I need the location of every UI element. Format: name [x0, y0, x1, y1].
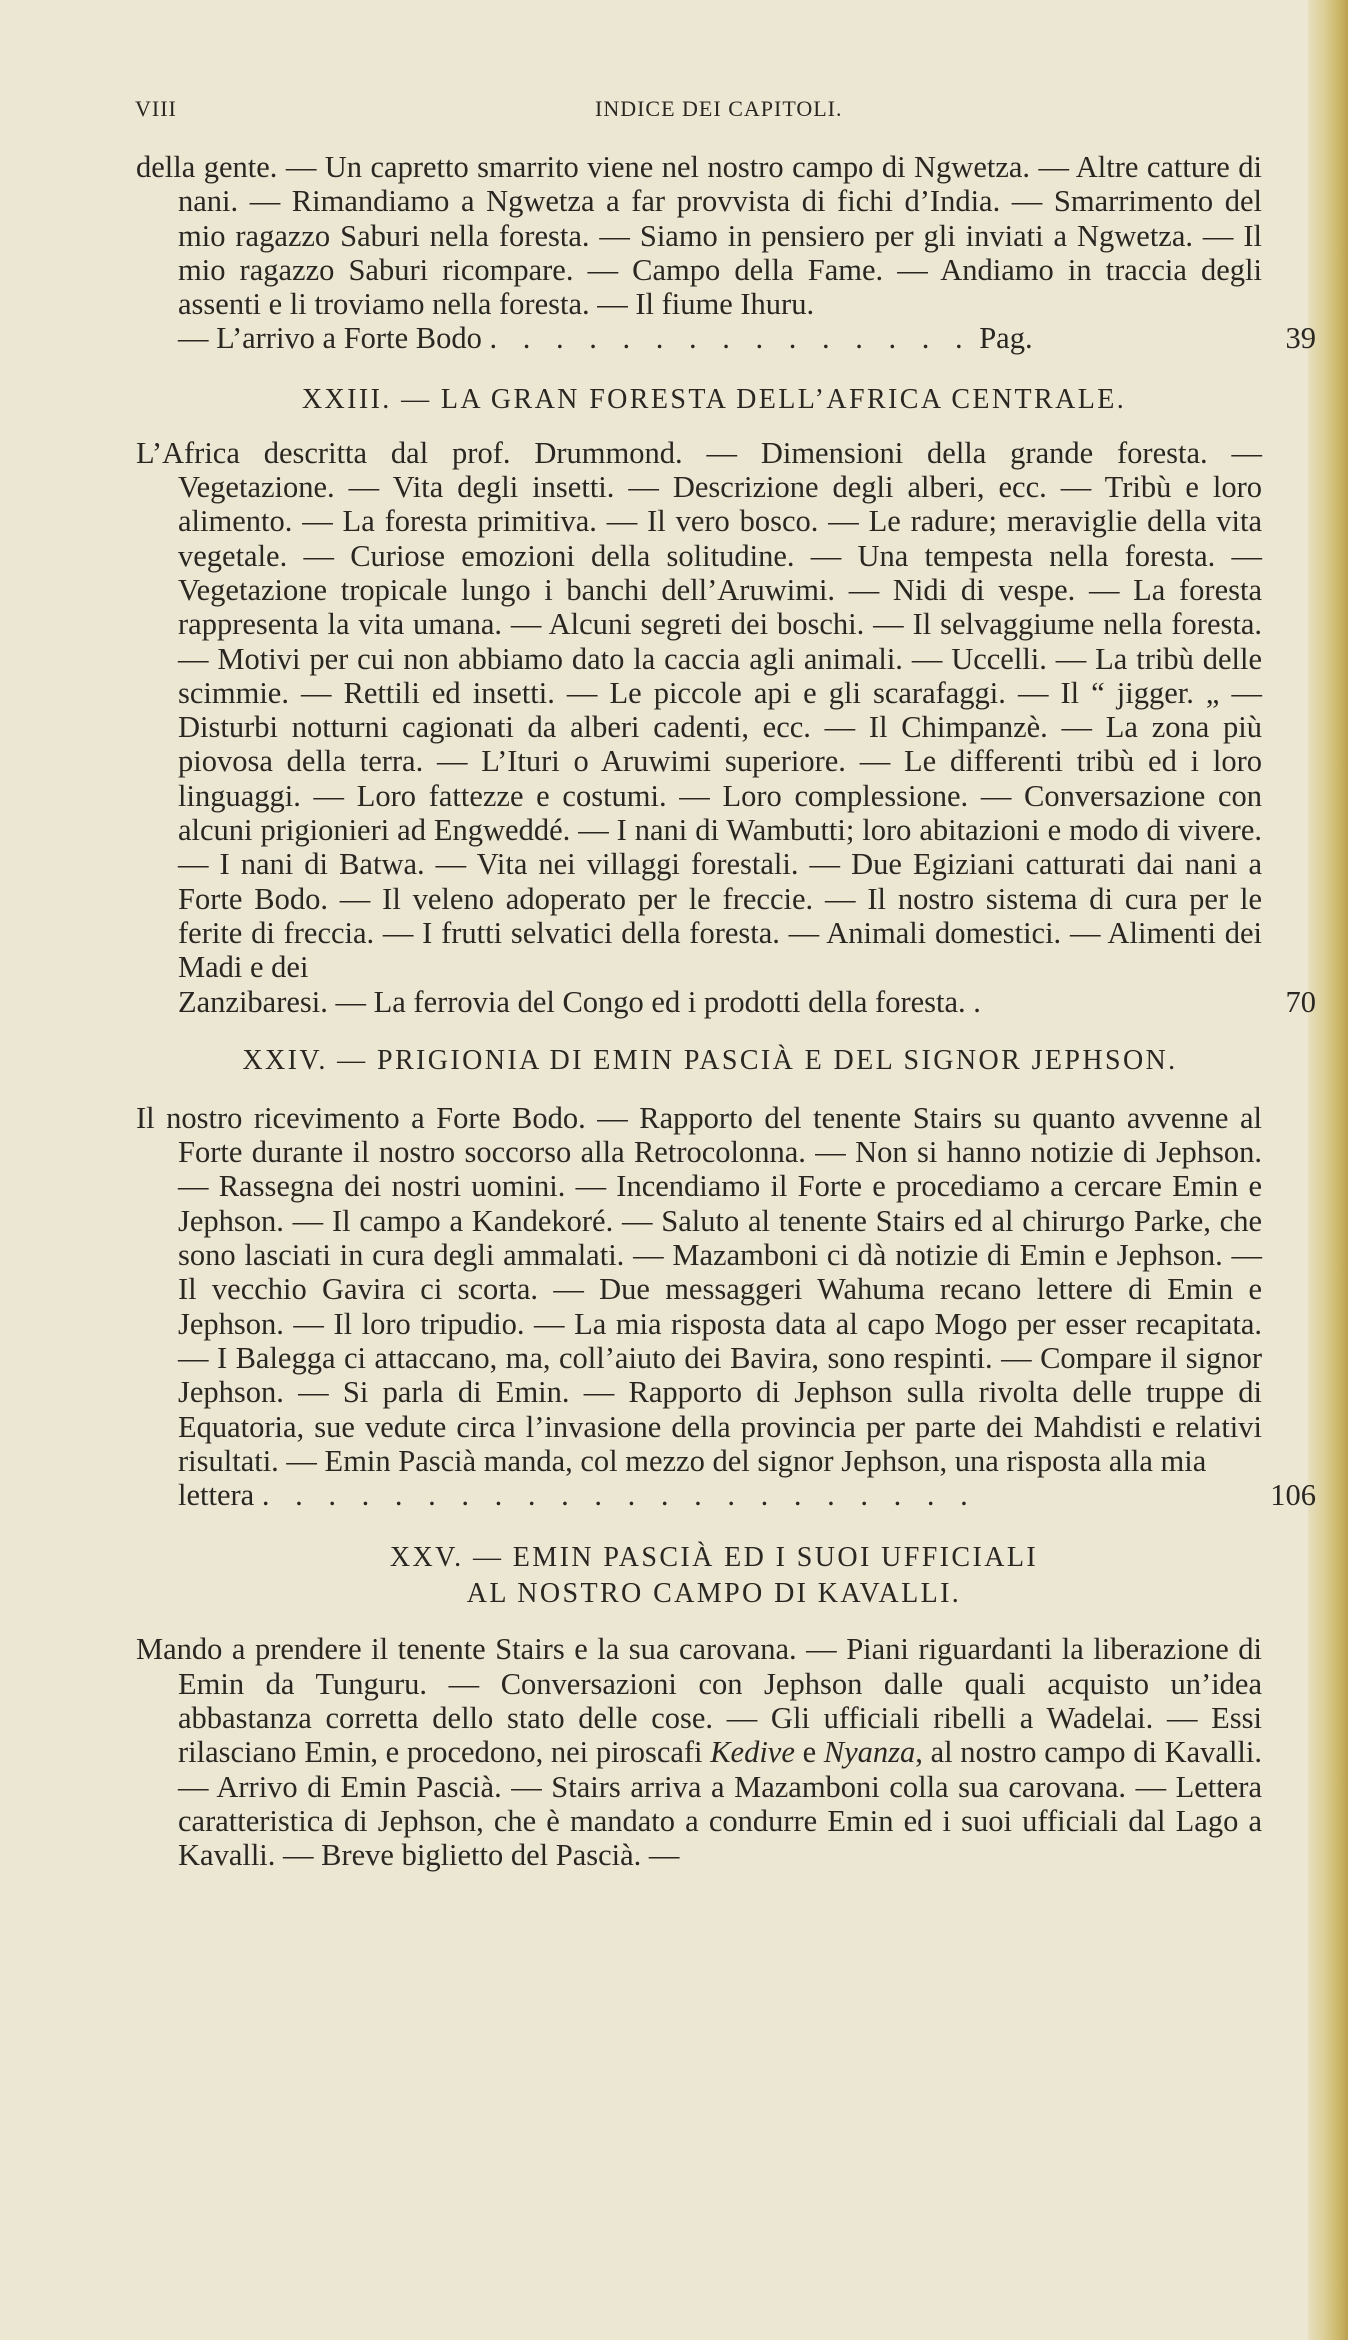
dot-leader: .	[973, 984, 990, 1019]
page-number: 106	[1270, 1478, 1316, 1513]
dot-leader: . . . . . . . . . . . . . . . . . . . . . .	[261, 1478, 977, 1513]
entry-text-conj: e	[794, 1735, 824, 1770]
entry-text: Mando a prendere il tenente Stairs e la sua carovana. — Piani riguardanti la liberazione di Emin da Tunguru. — Conversazioni con Jephson dalle quali acquisto un’idea abbastanza corretta dello stato delle cose. — Gli ufficiali ribelli a Wadelai. — Essi rilasciano Emin, e procedono, nei piroscafi	[136, 1632, 1262, 1770]
entry-text: L’Africa descritta dal prof. Drummond. — Dimensioni della grande foresta. — Vegetazione. — Vita degli insetti. — Descrizione degli alberi, ecc. — Tribù e loro alimento. — La foresta primitiva. — Il vero bosco. — Le radure; meraviglie della vita vegetale. — Curiose emozioni della solitudine. — Una tempesta nella foresta. — Vegetazione tropicale lungo i banchi dell’Aruwimi. — Nidi di vespe. — La foresta rappresenta la vita umana. — Alcuni segreti dei boschi. — Il selvaggiume nella foresta. — Motivi per cui non abbiamo dato la caccia agli animali. — Uccelli. — La tribù delle scimmie. — Rettili ed insetti. — Le piccole api e gli scarafaggi. — Il “ jigger. „ — Disturbi notturni cagionati da alberi cadenti, ecc. — Il Chimpanzè. — La zona più piovosa della terra. — L’Ituri o Aruwimi superiore. — Le differenti tribù ed i loro linguaggi. — Loro fattezze e costumi. — Loro complessione. — Conversazione con alcuni prigionieri ad Engweddé. — I nani di Wambutti; loro abitazioni e modo di vivere. — I nani di Batwa. — Vita nei villaggi forestali. — Due Egiziani catturati dai nani a Forte Bodo. — Il veleno adoperato per le freccie. — Il nostro sistema di cura per le ferite di freccia. — I frutti selvatici della foresta. — Animali domestici. — Alimenti dei Madi e dei	[136, 435, 1262, 985]
pag-label: Pag.	[979, 321, 1033, 356]
entry-text: della gente. — Un capretto smarrito viene nel nostro campo di Ngwetza. — Altre catture di nani. — Rimandiamo a Ngwetza a far provvista di fichi d’India. — Smarrimento del mio ragazzo Saburi nella foresta. — Siamo in pensiero per gli inviati a Ngwetza. — Il mio ragazzo Saburi ricompare. — Campo della Fame. — Andiamo in traccia degli assenti e li troviamo nella foresta. — Il fiume Ihuru.	[136, 150, 1262, 322]
page-folio: VIII	[135, 96, 177, 121]
chapter-heading-line-1: XXV. — EMIN PASCIÀ ED I SUOI UFFICIALI	[389, 1542, 1039, 1574]
entry-text: Il nostro ricevimento a Forte Bodo. — Rapporto del tenente Stairs su quanto avvenne al Forte durante il nostro soccorso alla Retrocolonna. — Non si hanno notizie di Jephson. — Rassegna dei nostri uomini. — Incendiamo il Forte e procediamo a cercare Emin e Jephson. — Il campo a Kandekoré. — Saluto al tenente Stairs ed al chirurgo Parke, che sono lasciati in cura degli ammalati. — Mazamboni ci dà notizie di Emin e Jephson. — Il vecchio Gavira ci scorta. — Due messaggeri Wahuma recano lettere di Emin e Jephson. — Il loro tripudio. — La mia risposta data al capo Mogo per esser recapitata. — I Balegga ci attaccano, ma, coll’aiuto dei Bavira, sono respinti. — Compare il signor Jephson. — Si parla di Emin. — Rapporto di Jephson sulla rivolta delle truppe di Equatoria, sue vedute circa l’invasione della provincia per parte dei Mahdisti e relativi risultati. — Emin Pascià manda, col mezzo del signor Jephson, una risposta alla mia	[136, 1100, 1262, 1478]
ship-name-nyanza: Nyanza	[823, 1735, 916, 1770]
chapter-heading-xxiv: XXIV. — PRIGIONIA DI EMIN PASCIÀ E DEL SIGNOR JEPHSON.	[242, 1044, 1178, 1076]
entry-last-line: Zanzibaresi. — La ferrovia del Congo ed i prodotti della foresta. . 70	[178, 984, 1316, 1019]
entry-last-line: — L’arrivo a Forte Bodo . . . . . . . . . . . . . . . Pag. 39	[178, 321, 1316, 356]
chapter-heading-xxv	[136, 1540, 1292, 1612]
toc-entry-xxiii	[136, 435, 1316, 1019]
dot-leader: . . . . . . . . . . . . . . .	[489, 321, 972, 356]
toc-entry-continuation	[136, 150, 1316, 356]
page-number: 70	[1285, 984, 1316, 1019]
toc-content	[136, 150, 1316, 1873]
running-head	[135, 96, 1230, 130]
entry-text-rest: , al nostro campo di Kavalli. — Arrivo di Emin Pascià. — Stairs arriva a Mazamboni colla sua carovana. — Lettera caratteristica di Jephson, che è mandato a condurre Emin ed i suoi ufficiali dal Lago a Kavalli. — Breve biglietto del Pascià. —	[178, 1735, 1262, 1873]
chapter-heading-xxiii: XXIII. — LA GRAN FORESTA DELL’AFRICA CENTRALE.	[301, 383, 1127, 415]
page-number: 39	[1285, 321, 1316, 356]
ship-name-kedive: Kedive	[710, 1735, 795, 1770]
running-title: INDICE DEI CAPITOLI.	[595, 96, 843, 121]
chapter-heading-line-2: AL NOSTRO CAMPO DI KAVALLI.	[466, 1578, 962, 1610]
entry-last-line: lettera . . . . . . . . . . . . . . . . . . . . . . 106	[178, 1478, 1316, 1513]
toc-entry-xxiv	[136, 1100, 1316, 1513]
toc-entry-xxv	[136, 1632, 1262, 1872]
